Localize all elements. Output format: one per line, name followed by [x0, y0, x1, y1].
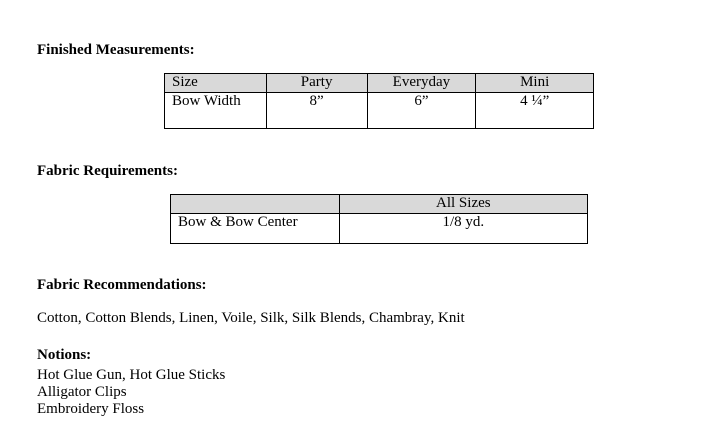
list-item: Hot Glue Gun, Hot Glue Sticks [37, 367, 226, 383]
row-label-bow-width: Bow Width [165, 93, 267, 129]
table-row [165, 93, 594, 129]
cell-everyday-value: 6” [367, 93, 476, 129]
table-header-row [171, 195, 588, 214]
row-label-bow-center: Bow & Bow Center [171, 214, 340, 244]
fabric-recommendations-heading: Fabric Recommendations: [37, 277, 207, 293]
cell-party-value: 8” [266, 93, 367, 129]
list-item: Embroidery Floss [37, 401, 145, 417]
fabric-requirements-heading: Fabric Requirements: [37, 163, 178, 179]
header-cell-size: Size [165, 74, 267, 93]
cell-mini-value: 4 ¼” [476, 93, 594, 129]
fabric-requirements-table [170, 194, 588, 244]
finished-measurements-table [164, 73, 594, 129]
fabric-recommendations-text: Cotton, Cotton Blends, Linen, Voile, Silk, Silk Blends, Chambray, Knit [37, 310, 465, 326]
header-cell-all-sizes: All Sizes [339, 195, 587, 214]
notions-list [37, 367, 225, 418]
cell-all-sizes-value: 1/8 yd. [339, 214, 587, 244]
header-cell-mini: Mini [476, 74, 594, 93]
notions-heading: Notions: [37, 347, 92, 363]
table-row [171, 214, 588, 244]
header-cell-everyday: Everyday [367, 74, 476, 93]
header-cell-empty [171, 195, 340, 214]
list-item: Alligator Clips [37, 384, 127, 400]
header-cell-party: Party [266, 74, 367, 93]
finished-measurements-heading: Finished Measurements: [37, 42, 195, 58]
table-header-row [165, 74, 594, 93]
